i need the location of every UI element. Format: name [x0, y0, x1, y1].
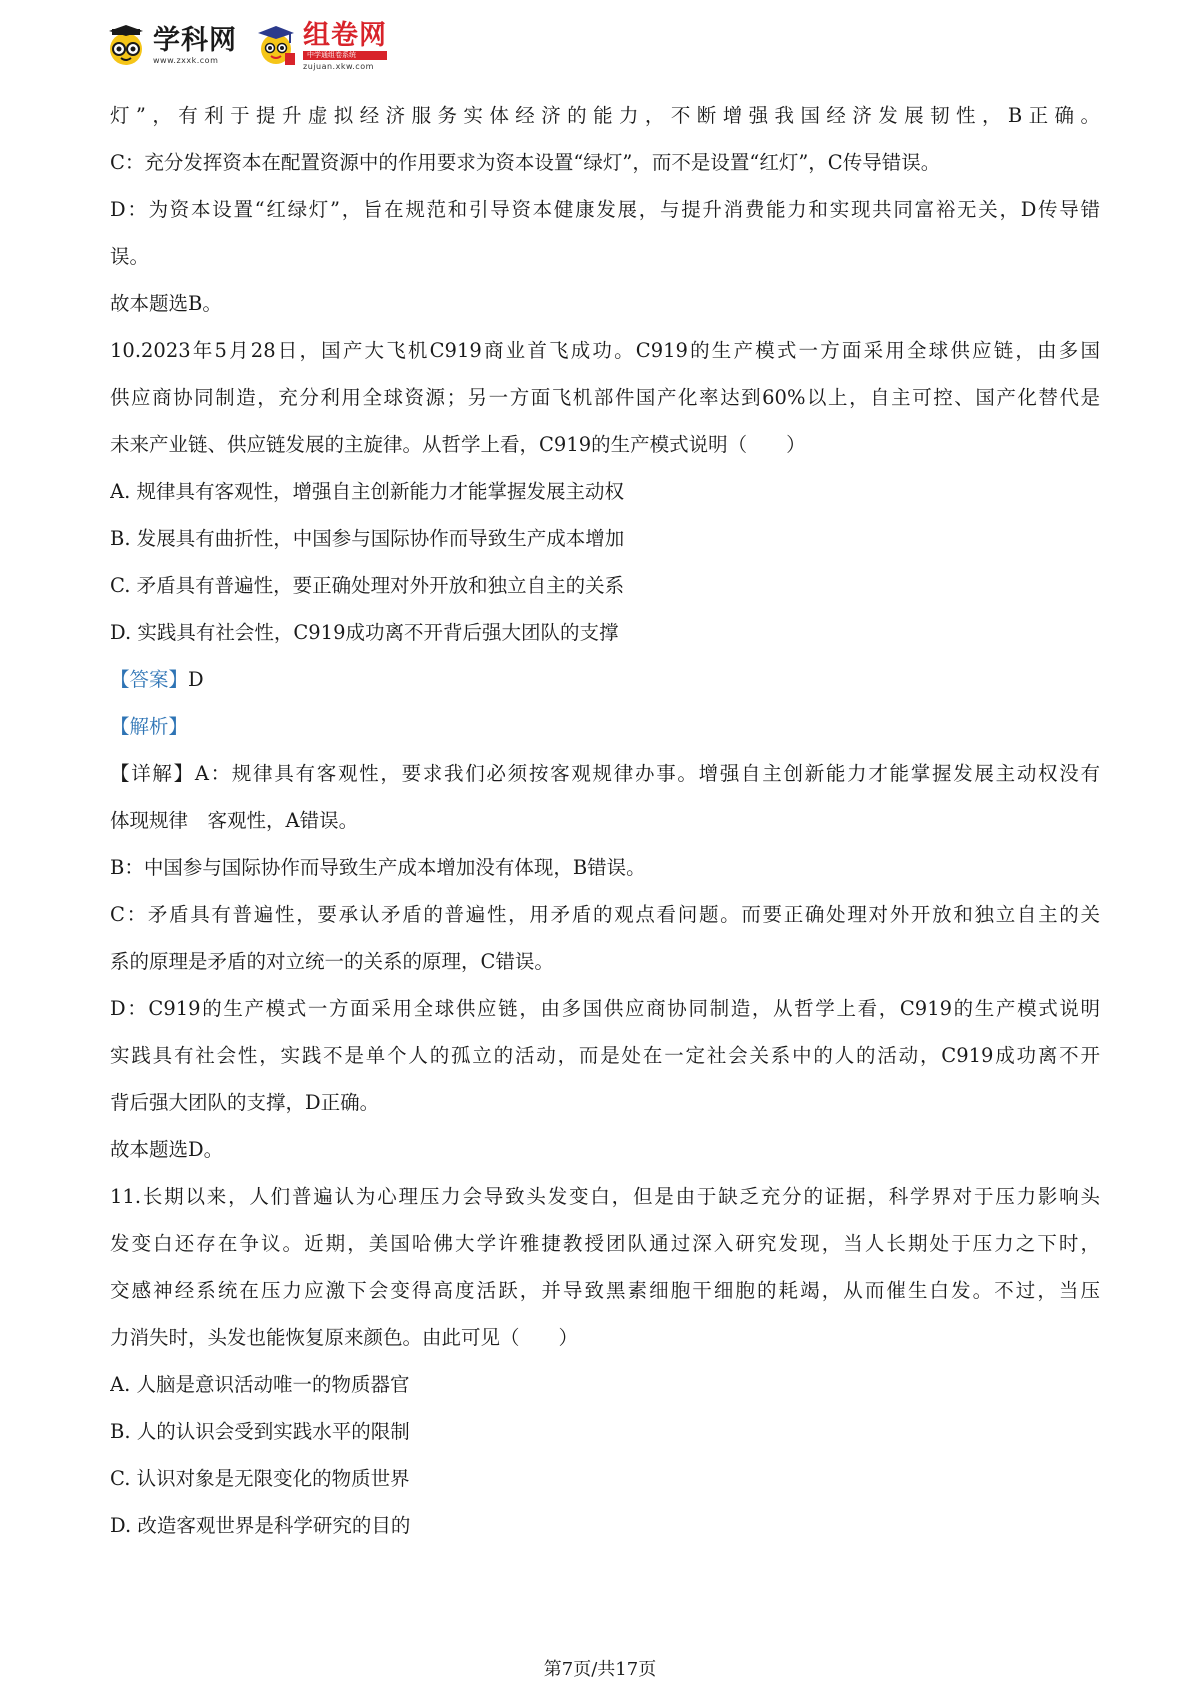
text-line: 故本题选D。: [110, 1138, 224, 1161]
logo-title: 学科网: [153, 25, 237, 56]
answer-tag: 【答案】: [110, 668, 189, 691]
logo-title: 组卷网: [303, 19, 387, 51]
logo-url: zujuan.xkw.com: [303, 61, 374, 71]
option-b: B. 发展具有曲折性，中国参与国际协作而导致生产成本增加: [110, 527, 625, 550]
analysis-line: [110, 703, 1100, 750]
detail-tag: 【详解】: [110, 762, 195, 785]
text-line: C：矛盾具有普遍性，要承认矛盾的普遍性，用矛盾的观点看问题。而要正确处理对外开放和独立自主的关: [110, 903, 1100, 926]
text-line: 实践具有社会性，实践不是单个人的孤立的活动，而是处在一定社会关系中的人的活动，C919成功离不开: [110, 1044, 1100, 1067]
logo-url: www.zxxk.com: [153, 56, 219, 65]
text-line: 故本题选B。: [110, 292, 222, 315]
option-b: B. 人的认识会受到实践水平的限制: [110, 1420, 410, 1443]
option-d: D. 改造客观世界是科学研究的目的: [110, 1514, 411, 1537]
detail-line: [110, 750, 1100, 797]
text-line: D：C919的生产模式一方面采用全球供应链，由多国供应商协同制造，从哲学上看，C919的生产模式说明: [110, 997, 1100, 1020]
question-10-line: 未来产业链、供应链发展的主旋律。从哲学上看，C919的生产模式说明（ ）: [110, 433, 806, 456]
xuekewang-logo[interactable]: [105, 25, 237, 67]
zujuanwang-logo[interactable]: [255, 19, 387, 71]
document-body: [110, 92, 1100, 1549]
question-11-line: 交感神经系统在压力应激下会变得高度活跃，并导致黑素细胞干细胞的耗竭，从而催生白发。不过，当压: [110, 1279, 1100, 1302]
page-header: [105, 20, 387, 72]
logo-tagline: 中学通组卷系统: [303, 51, 387, 60]
option-c: C. 认识对象是无限变化的物质世界: [110, 1467, 410, 1490]
question-11-line: 发变白还存在争议。近期，美国哈佛大学许雅捷教授团队通过深入研究发现，当人长期处于压力之下时，: [110, 1232, 1100, 1255]
text-line: C：充分发挥资本在配置资源中的作用要求为资本设置“绿灯”，而不是设置“红灯”，C传导错误。: [110, 151, 941, 174]
page-number: 第7页/共17页: [543, 1659, 657, 1680]
option-a: A. 人脑是意识活动唯一的物质器官: [110, 1373, 410, 1396]
text-line: 体现规律 客观性，A错误。: [110, 809, 359, 832]
option-d: D. 实践具有社会性，C919成功离不开背后强大团队的支撑: [110, 621, 619, 644]
detail-text: A：规律具有客观性，要求我们必须按客观规律办事。增强自主创新能力才能掌握发展主动权没有: [194, 762, 1100, 785]
text-line: 系的原理是矛盾的对立统一的关系的原理，C错误。: [110, 950, 554, 973]
answer-value: D: [188, 668, 204, 691]
text-line: B：中国参与国际协作而导致生产成本增加没有体现，B错误。: [110, 856, 646, 879]
analysis-tag: 【解析】: [110, 715, 189, 738]
answer-line: [110, 656, 1100, 703]
text-line: 灯”，有利于提升虚拟经济服务实体经济的能力，不断增强我国经济发展韧性，B正确。: [110, 104, 1100, 127]
text-line: 误。: [110, 245, 150, 268]
text-line: D：为资本设置“红绿灯”，旨在规范和引导资本健康发展，与提升消费能力和实现共同富裕无关，D传导错: [110, 198, 1100, 221]
student-mascot-icon: [255, 25, 297, 67]
question-11-line: 力消失时，头发也能恢复原来颜色。由此可见（ ）: [110, 1326, 579, 1349]
option-c: C. 矛盾具有普遍性，要正确处理对外开放和独立自主的关系: [110, 574, 625, 597]
question-10-line: 10.2023年5月28日，国产大飞机C919商业首飞成功。C919的生产模式一方面采用全球供应链，由多国: [110, 339, 1100, 362]
question-10-line: 供应商协同制造，充分利用全球资源；另一方面飞机部件国产化率达到60%以上，自主可控、国产化替代是: [110, 386, 1100, 409]
owl-mascot-icon: [105, 25, 147, 67]
text-line: 背后强大团队的支撑，D正确。: [110, 1091, 380, 1114]
option-a: A. 规律具有客观性，增强自主创新能力才能掌握发展主动权: [110, 480, 624, 503]
question-11-line: 11.长期以来，人们普遍认为心理压力会导致头发变白，但是由于缺乏充分的证据，科学界对于压力影响头: [110, 1185, 1100, 1208]
